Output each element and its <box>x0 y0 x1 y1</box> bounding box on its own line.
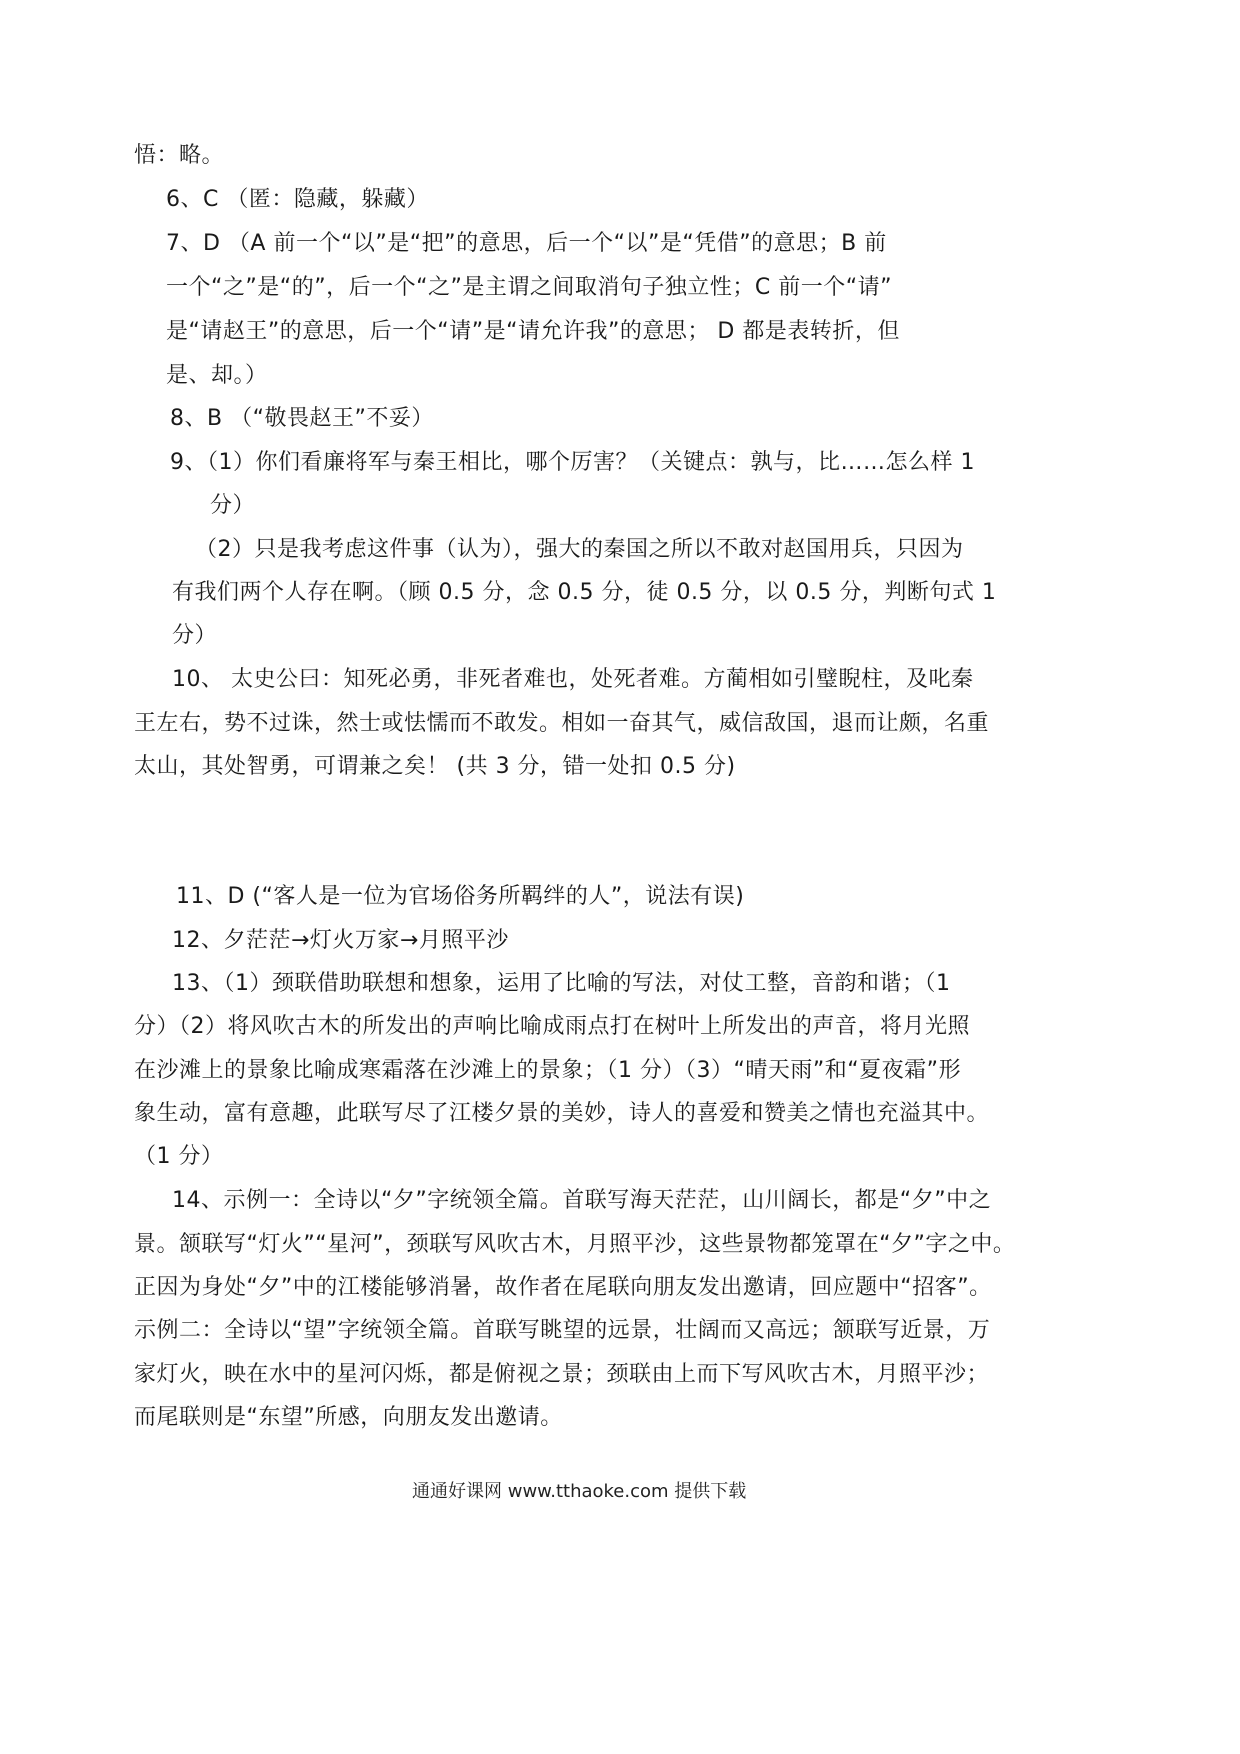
page-footer: 通通好课网 www.tthaoke.com 提供下载 <box>412 1481 747 1502</box>
text-line: 而尾联则是“东望”所感，向朋友发出邀请。 <box>134 1405 563 1430</box>
text-line: 8、B （“敬畏赵王”不妥） <box>170 406 434 431</box>
text-line: 在沙滩上的景象比喻成寒霜落在沙滩上的景象；（1 分）（3）“晴天雨”和“夏夜霜”形 <box>134 1058 962 1083</box>
text-line: 11、D (“客人是一位为官场俗务所羁绊的人”，说法有误) <box>176 884 745 909</box>
text-line: 12、夕茫茫→灯火万家→月照平沙 <box>172 928 509 953</box>
text-line: 有我们两个人存在啊。（顾 0.5 分，念 0.5 分，徒 0.5 分，以 0.5 分，判断句式 1 <box>172 580 997 605</box>
text-line: 9、（1）你们看廉将军与秦王相比，哪个厉害？（关键点：孰与，比……怎么样 1 <box>170 450 975 475</box>
text-line: 10、 太史公曰：知死必勇，非死者难也，处死者难。方蔺相如引璧睨柱，及叱秦 <box>172 667 974 692</box>
text-line: 分）（2）将风吹古木的所发出的声响比喻成雨点打在树叶上所发出的声音，将月光照 <box>134 1014 970 1039</box>
text-line: 象生动，富有意趣，此联写尽了江楼夕景的美妙，诗人的喜爱和赞美之情也充溢其中。 <box>134 1101 990 1126</box>
text-line: 太山，其处智勇，可谓兼之矣！ (共 3 分，错一处扣 0.5 分) <box>134 754 736 779</box>
text-line: 6、C （匿：隐藏，躲藏） <box>166 187 429 212</box>
text-line: 王左右，势不过诛，然士或怯懦而不敢发。相如一奋其气，威信敌国，退而让颇，名重 <box>134 711 990 736</box>
text-line: （2）只是我考虑这件事（认为），强大的秦国之所以不敢对赵国用兵，只因为 <box>195 537 964 562</box>
text-line: 7、D （A 前一个“以”是“把”的意思，后一个“以”是“凭借”的意思；B 前 <box>166 231 887 256</box>
text-line: 分） <box>210 493 256 518</box>
text-line: 正因为身处“夕”中的江楼能够消暑，故作者在尾联向朋友发出邀请，回应题中“招客”。 <box>134 1275 992 1300</box>
text-line: 景。颔联写“灯火”“星河”，颈联写风吹古木，月照平沙，这些景物都笼罩在“夕”字之中。 <box>134 1232 1016 1257</box>
text-line: 家灯火，映在水中的星河闪烁，都是俯视之景；颈联由上而下写风吹古木，月照平沙； <box>134 1362 990 1387</box>
text-line: 是“请赵王”的意思，后一个“请”是“请允许我”的意思； D 都是表转折，但 <box>166 319 900 344</box>
text-line: 13、（1）颈联借助联想和想象，运用了比喻的写法，对仗工整，音韵和谐；（1 <box>172 971 951 996</box>
text-line: 是、却。） <box>166 363 268 388</box>
text-line: 14、示例一：全诗以“夕”字统领全篇。首联写海天茫茫，山川阔长，都是“夕”中之 <box>172 1188 992 1213</box>
text-line: 悟：略。 <box>134 143 225 168</box>
text-line: 一个“之”是“的”，后一个“之”是主谓之间取消句子独立性；C 前一个“请” <box>166 275 893 300</box>
text-line: 示例二：全诗以“望”字统领全篇。首联写眺望的远景，壮阔而又高远；颔联写近景，万 <box>134 1318 991 1343</box>
text-line: 分） <box>172 623 218 648</box>
text-line: （1 分） <box>134 1144 224 1169</box>
